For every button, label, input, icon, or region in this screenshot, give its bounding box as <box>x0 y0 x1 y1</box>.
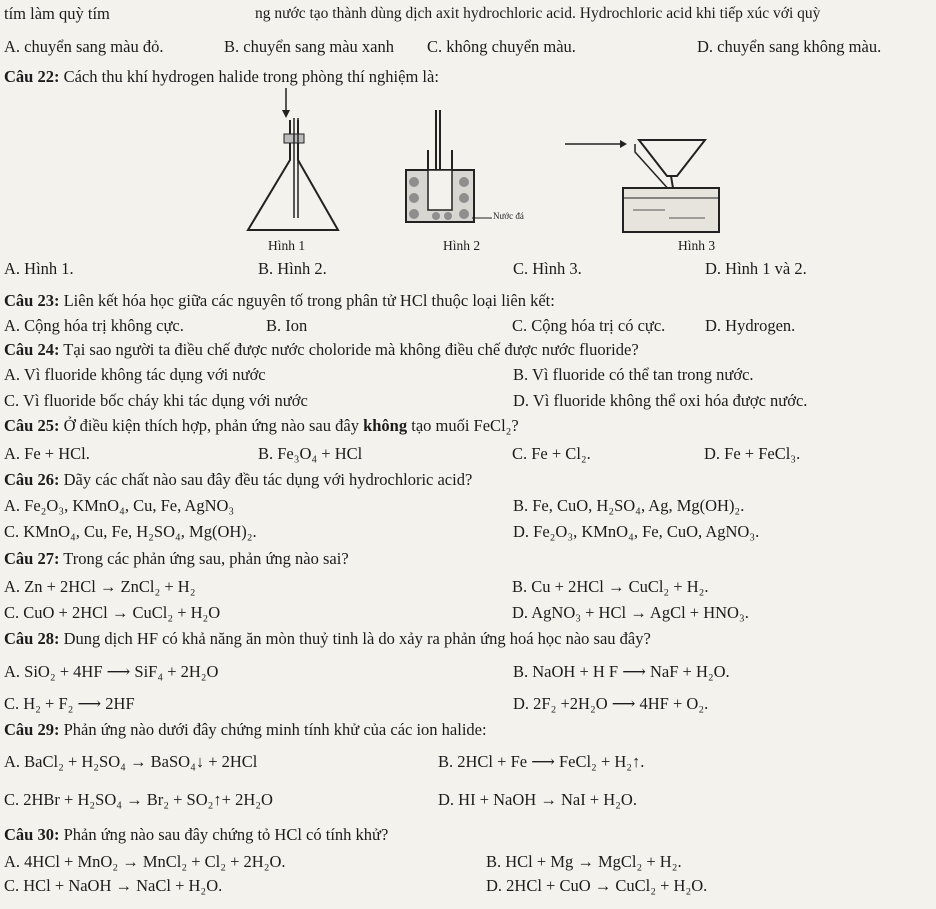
figure-2-caption: Hình 2 <box>443 238 481 253</box>
option-a[interactable]: A. 4HCl + MnO₂ → MnCl₂ + Cl₂ + 2H₂O. <box>4 852 286 871</box>
figure-3-caption: Hình 3 <box>678 238 716 253</box>
question-label: Câu 27: <box>4 549 60 568</box>
option-b[interactable]: B. Fe, CuO, H₂SO₄, Ag, Mg(OH)₂. <box>513 496 745 515</box>
option-c[interactable]: C. Vì fluoride bốc cháy khi tác dụng với nước <box>4 391 308 410</box>
question-25: Câu 25: Ở điều kiện thích hợp, phản ứng nào sau đây không tạo muối FeCl₂? <box>4 416 519 435</box>
quiz-page: tím làm quỳ tím ng nước tạo thành dùng dịch axit hydrochloric acid. Hydrochloric acid khi tiếp xúc với quỳ A. chuyển sang màu đỏ. B. chuyển sang màu xanh C. không chuyển màu. D. chuyển sang không màu. Câu 22: Cách thu khí hydrogen halide trong phòng thí nghiệm là: Hình 1 Nước đá Hình 2 Hình 3 A. Hình 1. B. Hình 2. C. Hình 3. D. Hình 1 và 2. Câu 23: Liên kết hóa học giữa các nguyên tố trong phân tử HCl thuộc loại liên kết: A. Cộng hóa trị không cực. B. Ion C. Cộng hóa trị có cực. D. Hydrogen. Câu 24: Tại sao người ta điều chế được nước choloride mà không điều chế được nước fluoride? A. Vì fluoride không tác dụng với nước B. Vì fluoride có thể tan trong nước. C. Vì fluoride bốc cháy khi tác dụng với nước D. Vì fluoride không thể oxi hóa được nước. Câu 25: Ở điều kiện thích hợp, phản ứng nào sau đây không tạo muối FeCl₂? A. Fe + HCl. B. Fe₃O₄ + HCl C. Fe + Cl₂. D. Fe + FeCl₃. Câu 26: Dãy các chất nào sau đây đều tác dụng với hydrochloric acid? A. Fe₂O₃, KMnO₄, Cu, Fe, AgNO₃ B. Fe, CuO, H₂SO₄, Ag, Mg(OH)₂. C. KMnO₄, Cu, Fe, H₂SO₄, Mg(OH)₂. D. Fe₂O₃, KMnO₄, Fe, CuO, AgNO₃. Câu 27: Trong các phản ứng sau, phản ứng nào sai? A. Zn + 2HCl → ZnCl₂ + H₂ B. Cu + 2HCl → CuCl₂ + H₂. C. CuO + 2HCl → CuCl₂ + H₂O D. AgNO₃ + HCl → AgCl + HNO₃. Câu 28: Dung dịch HF có khả năng ăn mòn thuỷ tinh là do xảy ra phản ứng hoá học nào sau đây? A. SiO₂ + 4HF ⟶ SiF₄ + 2H₂O B. NaOH + H F ⟶ NaF + H₂O. C. H₂ + F₂ ⟶ 2HF D. 2F₂ +2H₂O ⟶ 4HF + O₂. Câu 29: Phản ứng nào dưới đây chứng minh tính khử của các ion halide: A. BaCl₂ + H₂SO₄ → BaSO₄↓ + 2HCl B. 2HCl + Fe ⟶ FeCl₂ + H₂↑. C. 2HBr + H₂SO₄ → Br₂ + SO₂↑+ 2H₂O D. HI + NaOH → NaI + H₂O. Câu 30: Phản ứng nào sau đây chứng tỏ HCl có tính khử? A. 4HCl + MnO₂ → MnCl₂ + Cl₂ + 2H₂O. B. HCl + Mg → MgCl₂ + H₂. C. HCl + NaOH → NaCl + H₂O. D. 2HCl + CuO → CuCl₂ + H₂O. <box>0 0 936 909</box>
question-label: Câu 26: <box>4 470 60 489</box>
figure-2-ice-bath <box>400 110 550 235</box>
option-d[interactable]: D. Hình 1 và 2. <box>705 259 807 278</box>
option-a[interactable]: A. Zn + 2HCl → ZnCl₂ + H₂ <box>4 577 196 596</box>
option-d[interactable]: D. Vì fluoride không thể oxi hóa được nước. <box>513 391 808 410</box>
option-c[interactable]: C. H₂ + F₂ ⟶ 2HF <box>4 694 135 713</box>
option-d[interactable]: D. Fe₂O₃, KMnO₄, Fe, CuO, AgNO₃. <box>513 522 760 541</box>
question-28 <box>4 629 936 649</box>
option-c[interactable]: C. CuO + 2HCl → CuCl₂ + H₂O <box>4 603 221 622</box>
option-c[interactable]: C. không chuyển màu. <box>427 37 576 56</box>
option-c[interactable]: C. HCl + NaOH → NaCl + H₂O. <box>4 876 223 895</box>
option-a[interactable]: A. Hình 1. <box>4 259 74 278</box>
question-30 <box>4 825 936 845</box>
question-22 <box>4 67 936 87</box>
question-label: Câu 28: <box>4 629 60 648</box>
option-a[interactable]: A. Cộng hóa trị không cực. <box>4 316 184 335</box>
option-a[interactable]: A. BaCl₂ + H₂SO₄ → BaSO₄↓ + 2HCl <box>4 752 258 771</box>
option-a[interactable]: A. Fe₂O₃, KMnO₄, Cu, Fe, AgNO₃ <box>4 496 235 515</box>
question-text: Trong các phản ứng sau, phản ứng nào sai? <box>59 549 349 568</box>
question-text: Dãy các chất nào sau đây đều tác dụng với hydrochloric acid? <box>59 470 473 489</box>
question-text: Phản ứng nào sau đây chứng tỏ HCl có tính khử? <box>59 825 389 844</box>
question-text: Phản ứng nào dưới đây chứng minh tính khử của các ion halide: <box>59 720 487 739</box>
option-b[interactable]: B. Ion <box>266 316 308 335</box>
option-b[interactable]: B. HCl + Mg → MgCl₂ + H₂. <box>486 852 682 871</box>
question-label: Câu 22: <box>4 67 60 86</box>
option-a[interactable]: A. Fe + HCl. <box>4 444 90 463</box>
option-c[interactable]: C. 2HBr + H₂SO₄ → Br₂ + SO₂↑+ 2H₂O <box>4 790 273 809</box>
question-text: Cách thu khí hydrogen halide trong phòng thí nghiệm là: <box>59 67 439 86</box>
question-label: Câu 23: <box>4 291 60 310</box>
option-c[interactable]: C. Fe + Cl₂. <box>512 444 591 463</box>
figure-1-caption: Hình 1 <box>268 238 306 253</box>
option-d[interactable]: D. 2F₂ +2H₂O ⟶ 4HF + O₂. <box>513 694 709 713</box>
option-d[interactable]: D. Hydrogen. <box>705 316 796 335</box>
option-d[interactable]: D. chuyển sang không màu. <box>697 37 882 56</box>
option-b[interactable]: B. Hình 2. <box>258 259 327 278</box>
question-label: Câu 24: <box>4 340 60 359</box>
option-d[interactable]: D. 2HCl + CuO → CuCl₂ + H₂O. <box>486 876 708 895</box>
option-b[interactable]: B. 2HCl + Fe ⟶ FeCl₂ + H₂↑. <box>438 752 645 771</box>
option-d[interactable]: D. Fe + FeCl₃. <box>704 444 801 463</box>
question-29 <box>4 720 936 740</box>
question-text: Tại sao người ta điều chế được nước choloride mà không điều chế được nước fluoride? <box>59 340 639 359</box>
figure-3-funnel <box>565 130 735 235</box>
figure-1-flask <box>240 88 370 238</box>
option-a[interactable]: A. SiO₂ + 4HF ⟶ SiF₄ + 2H₂O <box>4 662 219 681</box>
option-c[interactable]: C. Hình 3. <box>513 259 582 278</box>
option-b[interactable]: B. Vì fluoride có thể tan trong nước. <box>513 365 754 384</box>
option-b[interactable]: B. chuyển sang màu xanh <box>224 37 395 56</box>
option-c[interactable]: C. KMnO₄, Cu, Fe, H₂SO₄, Mg(OH)₂. <box>4 522 257 541</box>
question-label: Câu 30: <box>4 825 60 844</box>
figure-2-note: Nước đá <box>493 211 524 221</box>
question-text: Liên kết hóa học giữa các nguyên tố trong phân tử HCl thuộc loại liên kết: <box>59 291 555 310</box>
option-b[interactable]: B. Fe₃O₄ + HCl <box>258 444 363 463</box>
question-24 <box>4 340 936 360</box>
option-b[interactable]: B. Cu + 2HCl → CuCl₂ + H₂. <box>512 577 709 596</box>
question-23 <box>4 291 936 311</box>
option-a[interactable]: A. Vì fluoride không tác dụng với nước <box>4 365 266 384</box>
question-27 <box>4 549 936 569</box>
option-a[interactable]: A. chuyển sang màu đỏ. <box>4 37 164 56</box>
option-d[interactable]: D. HI + NaOH → NaI + H₂O. <box>438 790 637 809</box>
question-label: Câu 29: <box>4 720 60 739</box>
question-26 <box>4 470 936 490</box>
question-text: Dung dịch HF có khả năng ăn mòn thuỷ tinh là do xảy ra phản ứng hoá học nào sau đây? <box>59 629 651 648</box>
question-label: Câu 25: <box>4 416 60 435</box>
option-d[interactable]: D. AgNO₃ + HCl → AgCl + HNO₃. <box>512 603 749 622</box>
option-c[interactable]: C. Cộng hóa trị có cực. <box>512 316 666 335</box>
option-b[interactable]: B. NaOH + H F ⟶ NaF + H₂O. <box>513 662 730 681</box>
